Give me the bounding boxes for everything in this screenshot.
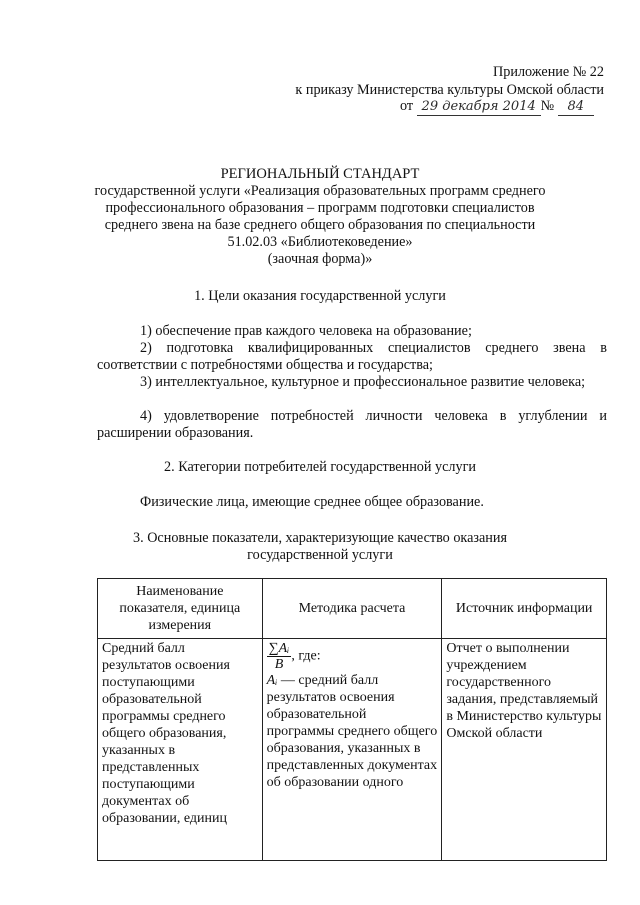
title-line-5: (заочная форма)» — [267, 251, 373, 267]
header-indicator: Наименование показателя, единица измерения — [98, 579, 263, 639]
appendix-number: Приложение № 22 — [493, 64, 604, 80]
order-reference: к приказу Министерства культуры Омской области — [295, 82, 604, 98]
formula-where: , где: — [291, 648, 321, 664]
handwritten-number: 84 — [558, 99, 594, 116]
title-line-4: 51.02.03 «Библиотековедение» — [227, 234, 413, 250]
table-header-row — [98, 579, 607, 639]
goal-item-2: 2) подготовка квалифицированных специалистов среднего звена в соответствии с потребностями общества и государства; — [97, 340, 607, 373]
order-date-line — [400, 98, 594, 116]
formula — [267, 641, 438, 672]
from-label: от — [400, 98, 414, 114]
method-text: — средний балл результатов освоения образовательной программы среднего общего образования, указанных в представленных документах об образовании одного — [266, 673, 438, 790]
method-description — [267, 672, 438, 791]
header-method: Методика расчета — [262, 579, 442, 639]
formula-numerator: ∑Aᵢ — [268, 641, 290, 656]
table-row — [98, 639, 607, 861]
section-1-heading: 1. Цели оказания государственной услуги — [194, 288, 446, 304]
standard-title: РЕГИОНАЛЬНЫЙ СТАНДАРТ — [220, 166, 420, 182]
goal-item-3: 3) интеллектуальное, культурное и профессиональное развитие человека; — [140, 374, 586, 390]
formula-fraction — [267, 641, 292, 672]
goal-item-4: 4) удовлетворение потребностей личности человека в углублении и расширении образования. — [97, 408, 607, 441]
method-variable: Aᵢ — [266, 673, 278, 688]
section-3-heading-line-1: 3. Основные показатели, характеризующие качество оказания — [133, 530, 507, 546]
cell-indicator: Средний балл результатов освоения поступающими образовательной программы среднего общего образования, указанных в представленных поступающими документах об образовании, единиц — [98, 639, 263, 861]
title-line-3: среднего звена на базе среднего общего образования по специальности — [104, 217, 536, 233]
cell-source: Отчет о выполнении учреждением государственного задания, представляемый в Министерство культуры Омской области — [442, 639, 607, 861]
goal-item-1: 1) обеспечение прав каждого человека на образование; — [140, 323, 472, 339]
cell-method — [262, 639, 442, 861]
title-line-2: профессионального образования – программ подготовки специалистов — [105, 200, 535, 216]
title-line-1: государственной услуги «Реализация образовательных программ среднего — [94, 183, 546, 199]
consumers-text: Физические лица, имеющие среднее общее образование. — [140, 494, 484, 510]
header-source: Источник информации — [442, 579, 607, 639]
formula-denominator: B — [274, 657, 284, 672]
handwritten-date: 29 декабря 2014 — [417, 99, 541, 116]
section-2-heading: 2. Категории потребителей государственной услуги — [164, 459, 476, 475]
number-label: № — [540, 98, 555, 114]
section-3-heading-line-2: государственной услуги — [247, 547, 393, 563]
indicators-table — [97, 578, 607, 861]
